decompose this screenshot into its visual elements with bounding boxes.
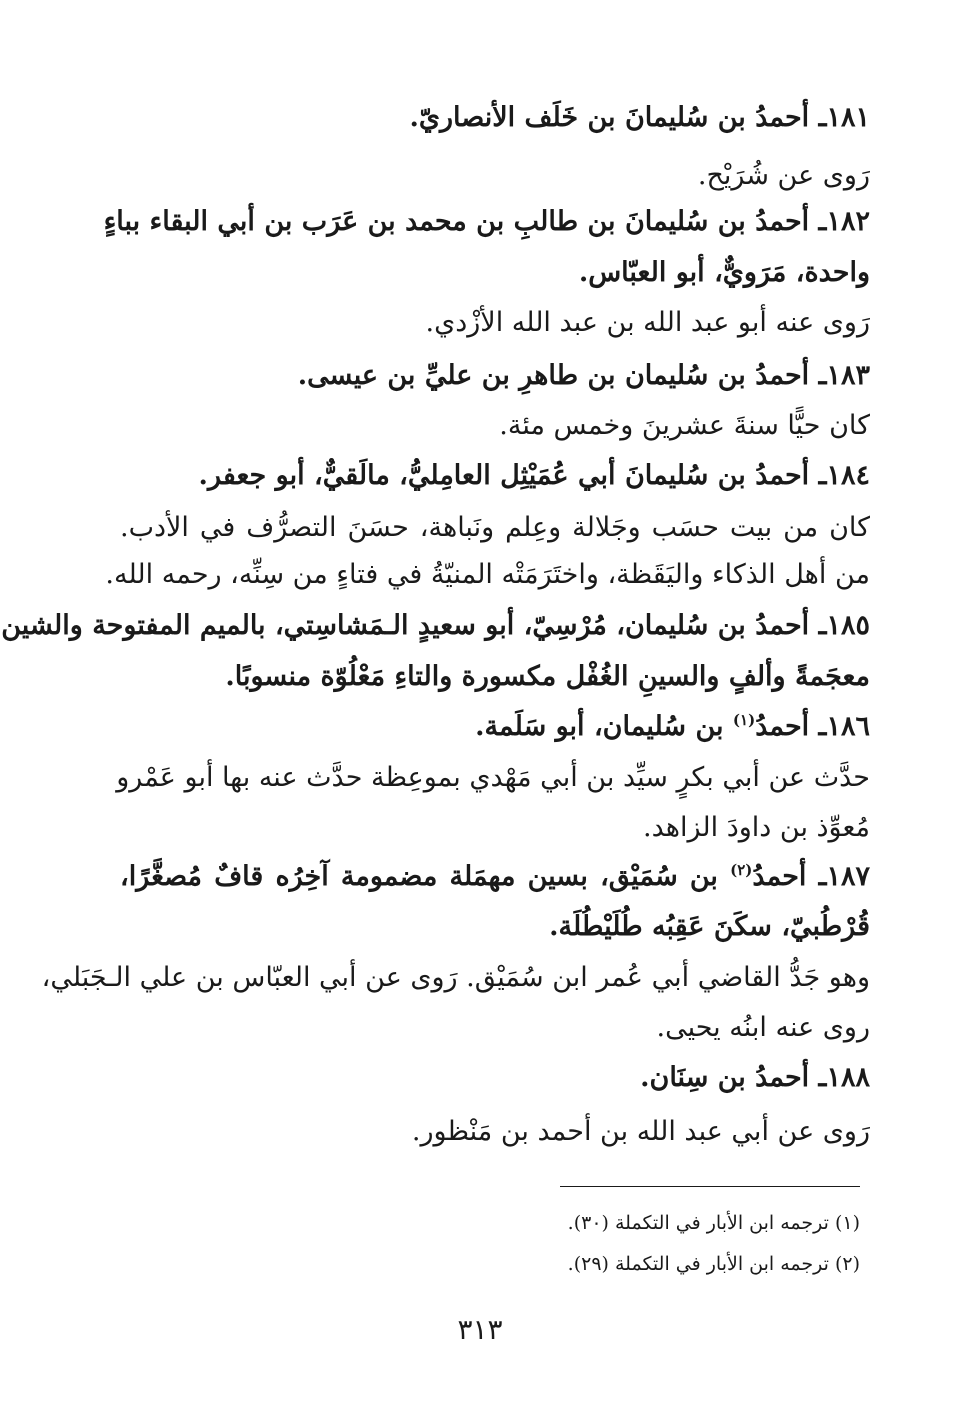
entry-184-text-line-2: من أهل الذكاء واليَقَظة، واختَرَمَتْه المنيّةُ في فتاءٍ من سِنِّه، رحمه الله.	[105, 559, 870, 590]
entry-183-text: كان حيًّا سنةَ عشرينَ وخمس مئة.	[499, 410, 870, 441]
entry-182-text: رَوى عنه أبو عبد الله بن عبد الله الأزْدي.	[425, 307, 870, 338]
entry-184-text-line-1: كان من بيت حسَب وجَلالة وعِلم ونَباهة، حسَنَ التصرُّف في الأدب.	[120, 512, 870, 543]
entry-187-heading-name: ١٨٧ـ أحمدُ	[752, 861, 870, 892]
entry-186-text-line-1: حدَّث عن أبي بكرٍ سيِّد بن أبي مَهْدي بموعِظة حدَّث عنه بها أبو عَمْرو	[116, 762, 870, 793]
entry-181-text: رَوى عن شُرَيْح.	[697, 160, 870, 191]
entry-188-heading: ١٨٨ـ أحمدُ بن سِنَان.	[640, 1062, 870, 1093]
entry-187-text-line-1: وهو جَدُّ القاضي أبي عُمر ابن سُمَيْق. رَوى عن أبي العبّاس بن علي الـجَبَلي،	[41, 962, 870, 993]
entry-185-heading-line-1: ١٨٥ـ أحمدُ بن سُليمان، مُرْسِيّ، أبو سعيدٍ الـمَشاسِتي، بالميم المفتوحة والشين	[1, 610, 870, 641]
entry-187-heading-line-2: قُرْطُبيّ، سكَنَ عَقِبُه طُلَيْطُلَة.	[549, 911, 870, 942]
entry-186-text-line-2: مُعوِّذ بن داودَ الزاهد.	[643, 812, 870, 843]
footnote-1: (١) ترجمه ابن الأبار في التكملة (٣٠).	[567, 1212, 860, 1234]
entry-184-heading: ١٨٤ـ أحمدُ بن سُليمانَ أبي عُمَيْثِل العامِليُّ، مالَقيٌّ، أبو جعفر.	[198, 460, 870, 491]
footnote-2: (٢) ترجمه ابن الأبار في التكملة (٢٩).	[567, 1253, 860, 1275]
entry-181-heading: ١٨١ـ أحمدُ بن سُليمانَ بن خَلَف الأنصاريّ.	[409, 102, 870, 133]
footnote-marker-2: (٢)	[730, 861, 753, 879]
footnote-marker-1: (١)	[732, 711, 756, 729]
entry-187-heading-line-1	[120, 857, 870, 897]
footnote-divider	[560, 1186, 860, 1187]
entry-183-heading: ١٨٣ـ أحمدُ بن سُليمان بن طاهرِ بن عليِّ بن عيسى.	[297, 360, 870, 391]
entry-182-heading-line-2: واحدة، مَرَويٌّ، أبو العبّاس.	[578, 257, 870, 288]
entry-187-text-line-2: روى عنه ابنُه يحيى.	[656, 1012, 870, 1043]
page-number: ٣١٣	[457, 1313, 503, 1346]
entry-186-heading-name: ١٨٦ـ أحمدُ	[755, 711, 870, 742]
entry-186-heading-rest: بن سُليمان، أبو سَلَمة.	[475, 711, 733, 742]
entry-182-heading-line-1: ١٨٢ـ أحمدُ بن سُليمانَ بن طالبِ بن محمد بن عَرَب بن أبي البقاء بباءٍ	[103, 206, 870, 237]
entry-186-heading	[475, 707, 870, 747]
entry-185-heading-line-2: معجَمةً وألفٍ والسينِ الغُفْل مكسورة والتاءِ مَعْلُوّة منسوبًا.	[225, 661, 870, 692]
entry-187-heading-rest: بن سُمَيْق، بسين مهمَلة مضمومة آخِرُه قافٌ مُصغَّرًا،	[120, 861, 731, 892]
entry-188-text: رَوى عن أبي عبد الله بن أحمد بن مَنْظور.	[411, 1116, 870, 1147]
